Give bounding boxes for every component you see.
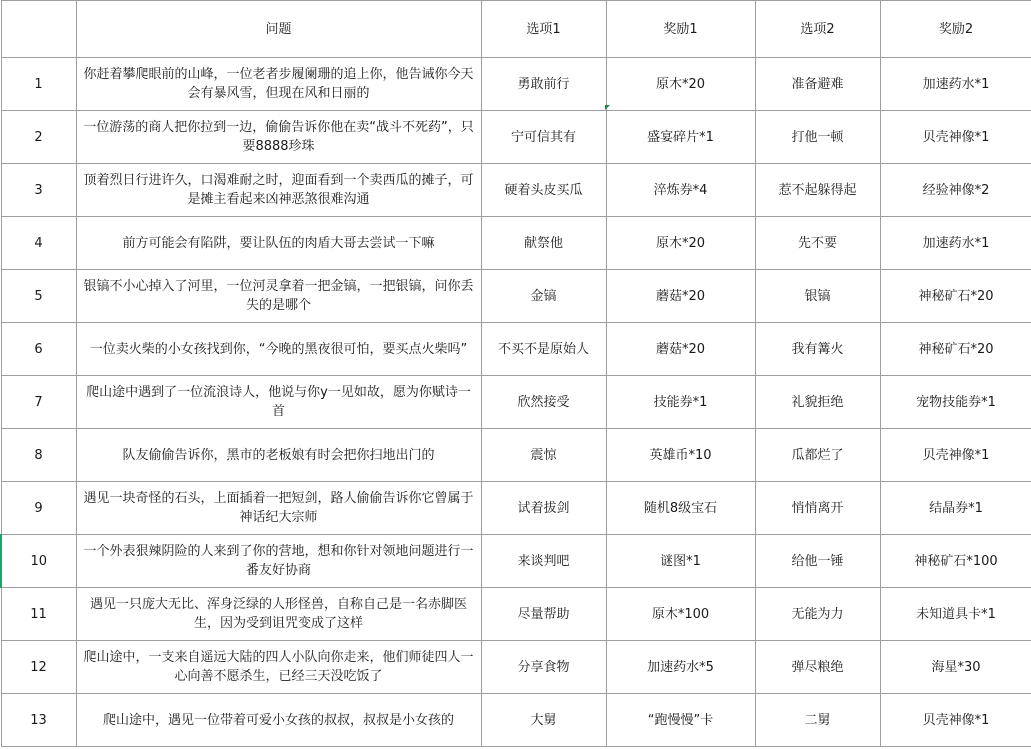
option1-cell[interactable]: 勇敢前行: [481, 58, 606, 111]
reward1-cell[interactable]: 原木*100: [606, 588, 755, 641]
option1-cell[interactable]: 金镐: [481, 270, 606, 323]
reward2-cell[interactable]: 贝壳神像*1: [880, 111, 1031, 164]
table-row: [1, 323, 1031, 376]
row-index-cell[interactable]: 4: [1, 217, 76, 270]
option1-cell[interactable]: 分享食物: [481, 641, 606, 694]
option1-cell[interactable]: 来谈判吧: [481, 535, 606, 588]
reward1-cell[interactable]: 谜图*1: [606, 535, 755, 588]
table-row: [1, 429, 1031, 482]
table-row: [1, 58, 1031, 111]
header-cell-reward1[interactable]: 奖励1: [606, 1, 755, 58]
table-row: [1, 111, 1031, 164]
header-row: [1, 1, 1031, 58]
table-row: [1, 535, 1031, 588]
option2-cell[interactable]: 无能为力: [755, 588, 880, 641]
reward2-cell[interactable]: 经验神像*2: [880, 164, 1031, 217]
table-row: [1, 164, 1031, 217]
option2-cell[interactable]: 二舅: [755, 694, 880, 747]
reward2-cell[interactable]: 神秘矿石*20: [880, 323, 1031, 376]
question-cell[interactable]: 一位游荡的商人把你拉到一边，偷偷告诉你他在卖“战斗不死药”，只要8888珍珠: [76, 111, 481, 164]
reward1-cell[interactable]: 原木*20: [606, 58, 755, 111]
option2-cell[interactable]: 瓜都烂了: [755, 429, 880, 482]
header-cell-index[interactable]: [1, 1, 76, 58]
row-index-cell[interactable]: 7: [1, 376, 76, 429]
option2-cell[interactable]: 礼貌拒绝: [755, 376, 880, 429]
option2-cell[interactable]: 先不要: [755, 217, 880, 270]
reward2-cell[interactable]: 宠物技能券*1: [880, 376, 1031, 429]
option1-cell[interactable]: 震惊: [481, 429, 606, 482]
table-row: [1, 482, 1031, 535]
question-cell[interactable]: 爬山途中，一支来自遥远大陆的四人小队向你走来，他们师徒四人一心向善不愿杀生，已经三天没吃饭了: [76, 641, 481, 694]
reward1-cell[interactable]: 技能券*1: [606, 376, 755, 429]
header-cell-question[interactable]: 问题: [76, 1, 481, 58]
reward2-cell[interactable]: 结晶券*1: [880, 482, 1031, 535]
question-cell[interactable]: 一位卖火柴的小女孩找到你，“今晚的黑夜很可怕，要买点火柴吗”: [76, 323, 481, 376]
option1-cell[interactable]: 欣然接受: [481, 376, 606, 429]
row-index-cell[interactable]: 13: [1, 694, 76, 747]
header-cell-option1[interactable]: 选项1: [481, 1, 606, 58]
option1-cell[interactable]: 不买不是原始人: [481, 323, 606, 376]
table-row: [1, 217, 1031, 270]
table-row: [1, 270, 1031, 323]
question-cell[interactable]: 前方可能会有陷阱，要让队伍的肉盾大哥去尝试一下嘛: [76, 217, 481, 270]
row-index-cell[interactable]: 1: [1, 58, 76, 111]
question-cell[interactable]: 顶着烈日行进许久，口渴难耐之时，迎面看到一个卖西瓜的摊子，可是摊主看起来凶神恶煞很难沟通: [76, 164, 481, 217]
row-index-cell[interactable]: 8: [1, 429, 76, 482]
option1-cell[interactable]: 献祭他: [481, 217, 606, 270]
reward2-cell[interactable]: 海星*30: [880, 641, 1031, 694]
row-index-cell[interactable]: 6: [1, 323, 76, 376]
row-index-cell[interactable]: 10: [1, 535, 76, 588]
reward1-cell[interactable]: 加速药水*5: [606, 641, 755, 694]
reward1-cell[interactable]: 蘑菇*20: [606, 323, 755, 376]
row-index-cell[interactable]: 2: [1, 111, 76, 164]
table-row: [1, 694, 1031, 747]
reward2-cell[interactable]: 未知道具卡*1: [880, 588, 1031, 641]
row-index-cell[interactable]: 12: [1, 641, 76, 694]
reward2-cell[interactable]: 神秘矿石*100: [880, 535, 1031, 588]
reward1-cell[interactable]: 原木*20: [606, 217, 755, 270]
table-body: [1, 58, 1031, 747]
option2-cell[interactable]: 打他一顿: [755, 111, 880, 164]
reward1-cell[interactable]: 蘑菇*20: [606, 270, 755, 323]
row-index-cell[interactable]: 5: [1, 270, 76, 323]
comment-indicator: [605, 105, 610, 110]
reward1-cell[interactable]: 随机8级宝石: [606, 482, 755, 535]
option2-cell[interactable]: 给他一锤: [755, 535, 880, 588]
option2-cell[interactable]: 弹尽粮绝: [755, 641, 880, 694]
question-cell[interactable]: 你赶着攀爬眼前的山峰，一位老者步履阑珊的追上你，他告诫你今天会有暴风雪，但现在风和日丽的: [76, 58, 481, 111]
reward2-cell[interactable]: 神秘矿石*20: [880, 270, 1031, 323]
question-cell[interactable]: 爬山途中遇到了一位流浪诗人，他说与你y一见如故，愿为你赋诗一首: [76, 376, 481, 429]
row-index-cell[interactable]: 3: [1, 164, 76, 217]
reward2-cell[interactable]: 加速药水*1: [880, 58, 1031, 111]
question-cell[interactable]: 队友偷偷告诉你，黑市的老板娘有时会把你扫地出门的: [76, 429, 481, 482]
option2-cell[interactable]: 银镐: [755, 270, 880, 323]
option2-cell[interactable]: 准备避难: [755, 58, 880, 111]
header-cell-reward2[interactable]: 奖励2: [880, 1, 1031, 58]
table-row: [1, 376, 1031, 429]
reward2-cell[interactable]: 加速药水*1: [880, 217, 1031, 270]
reward2-cell[interactable]: 贝壳神像*1: [880, 429, 1031, 482]
question-cell[interactable]: 爬山途中，遇见一位带着可爱小女孩的叔叔，叔叔是小女孩的: [76, 694, 481, 747]
reward1-cell[interactable]: 盛宴碎片*1: [606, 111, 755, 164]
option2-cell[interactable]: 惹不起躲得起: [755, 164, 880, 217]
option1-cell[interactable]: 尽量帮助: [481, 588, 606, 641]
header-cell-option2[interactable]: 选项2: [755, 1, 880, 58]
option1-cell[interactable]: 硬着头皮买瓜: [481, 164, 606, 217]
question-cell[interactable]: 银镐不小心掉入了河里，一位河灵拿着一把金镐，一把银镐，问你丢失的是哪个: [76, 270, 481, 323]
row-index-cell[interactable]: 9: [1, 482, 76, 535]
reward1-cell[interactable]: “跑慢慢”卡: [606, 694, 755, 747]
table-row: [1, 641, 1031, 694]
table-row: [1, 588, 1031, 641]
option2-cell[interactable]: 我有篝火: [755, 323, 880, 376]
option1-cell[interactable]: 宁可信其有: [481, 111, 606, 164]
reward1-cell[interactable]: 淬炼券*4: [606, 164, 755, 217]
option1-cell[interactable]: 大舅: [481, 694, 606, 747]
reward2-cell[interactable]: 贝壳神像*1: [880, 694, 1031, 747]
row-index-cell[interactable]: 11: [1, 588, 76, 641]
question-cell[interactable]: 一个外表狠辣阴险的人来到了你的营地，想和你针对领地问题进行一番友好协商: [76, 535, 481, 588]
question-cell[interactable]: 遇见一块奇怪的石头，上面插着一把短剑，路人偷偷告诉你它曾属于神话纪大宗师: [76, 482, 481, 535]
reward1-cell[interactable]: 英雄币*10: [606, 429, 755, 482]
option1-cell[interactable]: 试着拔剑: [481, 482, 606, 535]
question-cell[interactable]: 遇见一只庞大无比、浑身泛绿的人形怪兽，自称自己是一名赤脚医生，因为受到诅咒变成了这样: [76, 588, 481, 641]
option2-cell[interactable]: 悄悄离开: [755, 482, 880, 535]
